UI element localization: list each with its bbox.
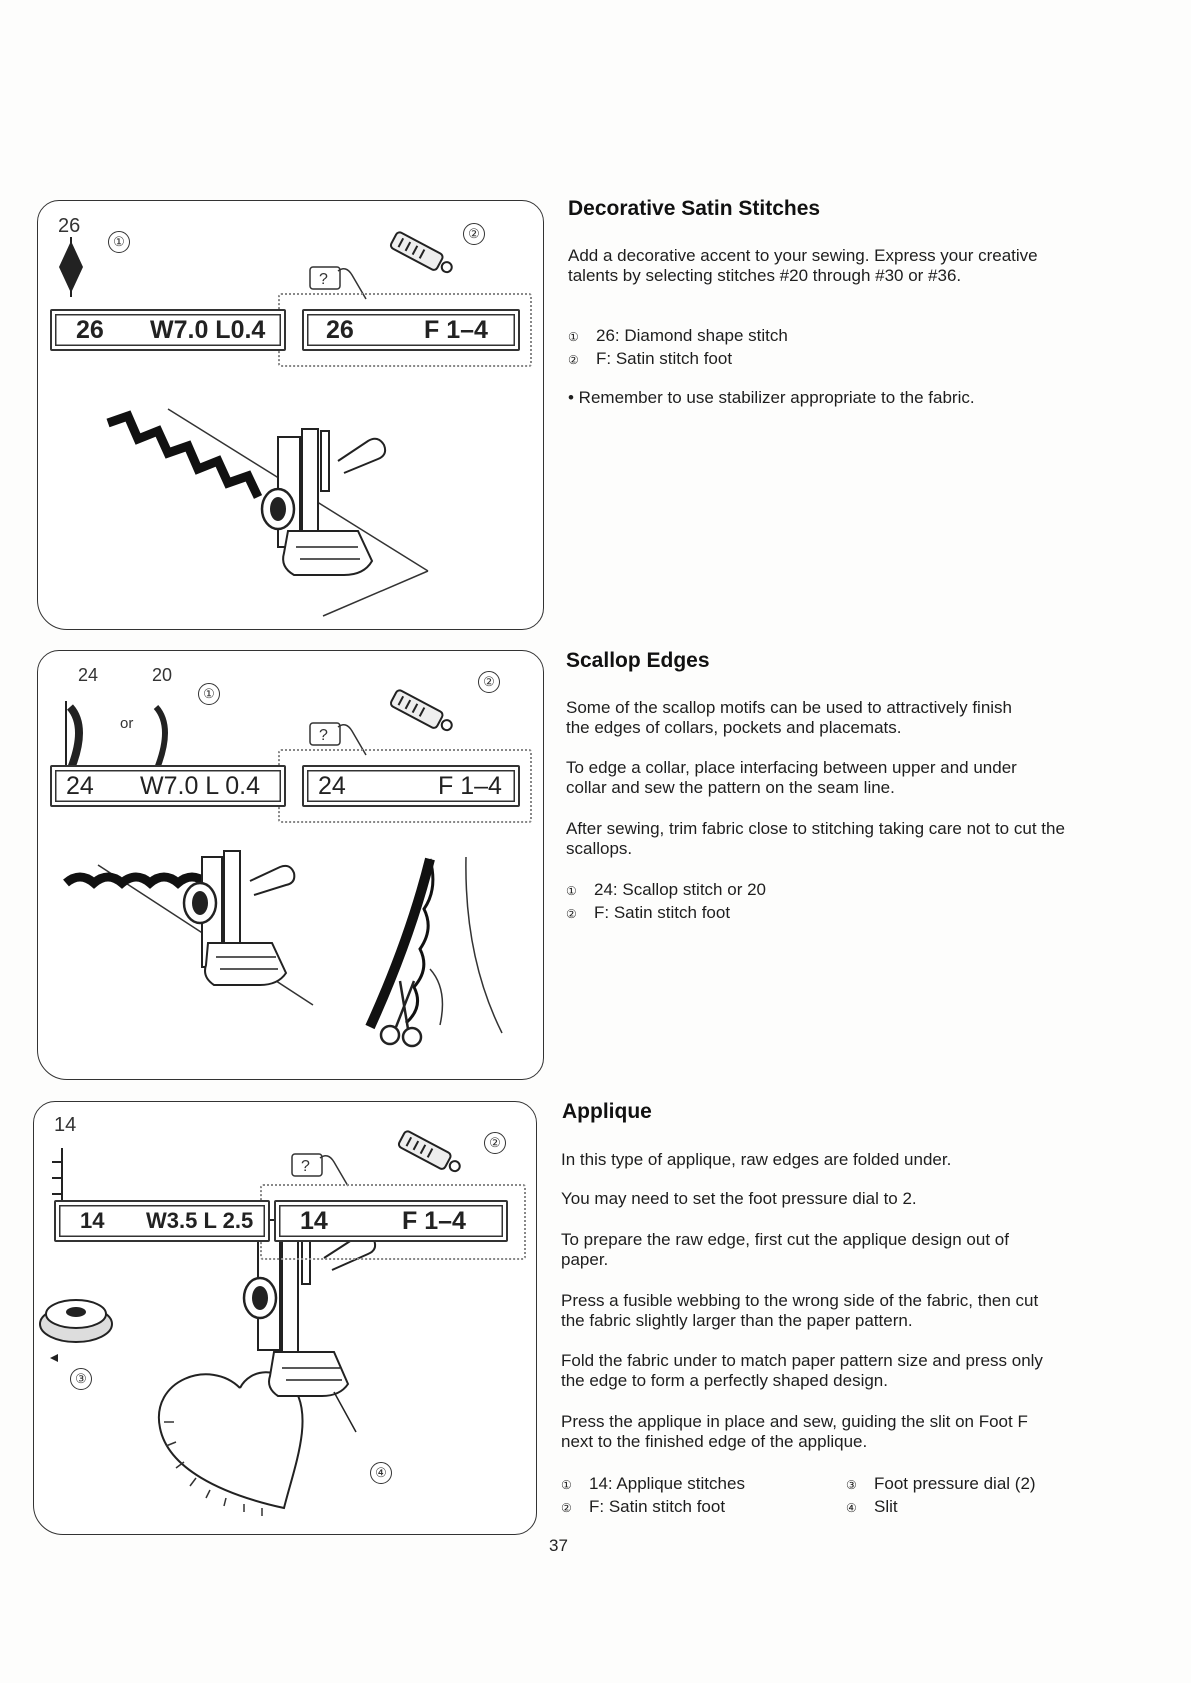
callout-2: ②	[478, 671, 500, 693]
lcd-width-length: W7.0 L 0.4	[140, 772, 260, 800]
lcd-width-length: W3.5 L 2.5	[146, 1208, 254, 1233]
figure-scallop-edges	[37, 650, 544, 1080]
legend-item: ① 24: Scallop stitch or 20	[566, 880, 766, 899]
legend-item: ③ Foot pressure dial (2)	[846, 1474, 1036, 1493]
section-title: Decorative Satin Stitches	[568, 197, 821, 220]
legend-list	[568, 325, 788, 371]
legend-item: ② F: Satin stitch foot	[561, 1497, 726, 1516]
lcd-stitch-number: 26	[76, 316, 104, 344]
section-title: Scallop Edges	[566, 649, 710, 672]
legend-item: ④ Slit	[846, 1497, 898, 1516]
figure-applique	[33, 1101, 537, 1535]
section-paragraph: Press the applique in place and sew, guiding the slit on Foot F next to the finished edge of the applique.	[561, 1412, 1028, 1451]
lcd-foot-setting	[302, 309, 520, 351]
callout-3: ③	[70, 1368, 92, 1390]
stitch-number-label-a: 24	[78, 665, 99, 685]
figure-decorative-satin	[37, 200, 544, 630]
svg-text:?: ?	[319, 727, 328, 744]
sewing-illustration-1	[38, 201, 543, 629]
section-note: • Remember to use stabilizer appropriate to the fabric.	[568, 388, 975, 407]
lcd-stitch-setting	[50, 309, 286, 351]
callout-1: ①	[108, 231, 130, 253]
lcd-stitch-number: 14	[80, 1208, 105, 1233]
callout-1: ①	[198, 683, 220, 705]
section-paragraph: In this type of applique, raw edges are folded under.	[561, 1150, 952, 1169]
legend-item: ② F: Satin stitch foot	[566, 903, 731, 922]
lcd-foot-code: F 1–4	[424, 316, 488, 344]
sewing-illustration-2	[38, 651, 543, 1079]
section-paragraph: To edge a collar, place interfacing between upper and under collar and sew the pattern on the seam line.	[566, 758, 1017, 797]
section-paragraph: Some of the scallop motifs can be used to attractively finish the edges of collars, pockets and placemats.	[566, 698, 1013, 737]
svg-text:?: ?	[301, 1158, 310, 1175]
section-paragraph: Fold the fabric under to match paper pattern size and press only the edge to form a perfectly shaped design.	[561, 1351, 1043, 1390]
lcd-foot-setting	[302, 765, 520, 807]
callout-4: ④	[370, 1462, 392, 1484]
section-title: Applique	[562, 1100, 652, 1123]
svg-text:?: ?	[319, 271, 328, 288]
legend-item: ① 26: Diamond shape stitch	[568, 326, 788, 345]
sewing-illustration-3	[34, 1102, 536, 1534]
lcd-stitch-number: 24	[66, 772, 94, 800]
section-paragraph: Add a decorative accent to your sewing. Express your creative talents by selecting stitches #20 through #30 or #36.	[568, 246, 1038, 285]
lcd-stitch-number: 26	[326, 316, 354, 344]
legend-item: ② F: Satin stitch foot	[568, 349, 733, 368]
legend-item: ① 14: Applique stitches	[561, 1474, 745, 1493]
legend-list-right	[846, 1473, 1036, 1519]
page-number: 37	[549, 1536, 568, 1555]
section-paragraph: After sewing, trim fabric close to stitching taking care not to cut the scallops.	[566, 819, 1065, 858]
lcd-stitch-setting	[50, 765, 286, 807]
or-label: or	[120, 715, 134, 732]
section-paragraph: To prepare the raw edge, first cut the applique design out of paper.	[561, 1230, 1009, 1269]
callout-2: ②	[484, 1132, 506, 1154]
stitch-number-label-b: 20	[152, 665, 173, 685]
lcd-width-length: W7.0 L0.4	[150, 316, 266, 344]
legend-list-left	[561, 1473, 745, 1519]
section-paragraph: You may need to set the foot pressure dial to 2.	[561, 1189, 917, 1208]
lcd-foot-setting	[274, 1200, 508, 1242]
lcd-foot-code: F 1–4	[438, 772, 502, 800]
legend-list	[566, 879, 766, 925]
callout-2: ②	[463, 223, 485, 245]
lcd-foot-code: F 1–4	[402, 1207, 466, 1235]
lcd-stitch-number: 14	[300, 1207, 328, 1235]
stitch-number-label: 26	[58, 215, 81, 237]
section-paragraph: Press a fusible webbing to the wrong side of the fabric, then cut the fabric slightly larger than the paper pattern.	[561, 1291, 1039, 1330]
lcd-stitch-setting	[54, 1200, 270, 1242]
stitch-number-label: 14	[54, 1114, 77, 1136]
lcd-stitch-number: 24	[318, 772, 346, 800]
